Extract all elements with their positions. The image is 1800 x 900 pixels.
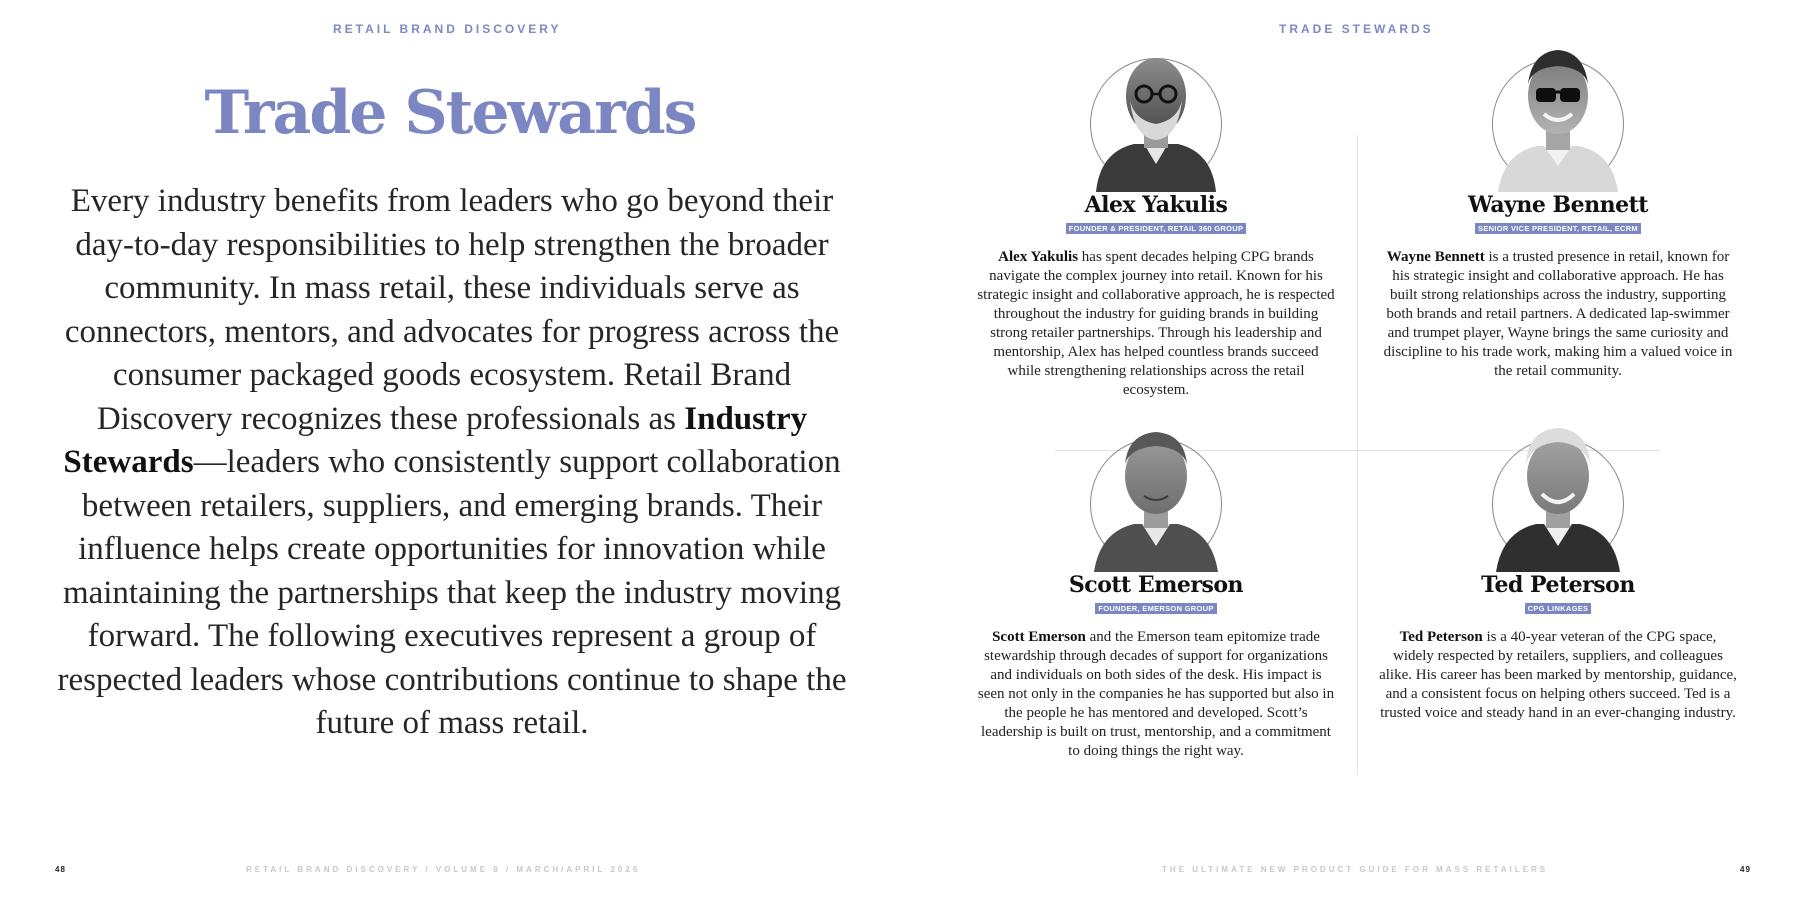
steward-bio [976, 628, 1336, 761]
bio-name: Wayne Bennett [1386, 249, 1485, 265]
steward-card-scott-emerson [976, 420, 1336, 761]
steward-bio [1378, 248, 1738, 381]
bio-text: has spent decades helping CPG brands navigate the complex journey into retail. Known for his strategic insight and collaborative approach, he is respected throughout the industry for guiding brands in building strong retailer partnerships. Through his leadership and mentorship, Alex has helped countless brands succeed while strengthening relationships across the retail ecosystem. [977, 249, 1335, 398]
bio-text: is a trusted presence in retail, known for his strategic insight and collaborative approach. He has built strong relationships across the industry, supporting both brands and retail partners. A dedicated lap-swimmer and trumpet player, Wayne brings the same curiosity and discipline to his trade work, making him a valued voice in the retail community. [1383, 249, 1733, 379]
steward-bio [1378, 628, 1738, 723]
steward-role-badge: FOUNDER, EMERSON GROUP [1095, 603, 1216, 614]
portrait-ted-peterson [1488, 420, 1628, 572]
steward-bio [976, 248, 1336, 400]
bio-name: Alex Yakulis [998, 249, 1079, 265]
footer-right: THE ULTIMATE NEW PRODUCT GUIDE FOR MASS RETAILERS [1162, 865, 1549, 874]
steward-card-ted-peterson [1378, 420, 1738, 723]
portrait-photo [1488, 34, 1628, 192]
steward-card-wayne-bennett [1378, 34, 1738, 381]
running-head-left: RETAIL BRAND DISCOVERY [333, 22, 562, 36]
portrait-scott-emerson [1086, 420, 1226, 572]
page-title: Trade Stewards [204, 78, 696, 148]
portrait-photo [1086, 40, 1226, 192]
page-number-right: 49 [1740, 865, 1751, 874]
steward-name: Wayne Bennett [1468, 192, 1648, 218]
steward-role-badge: SENIOR VICE PRESIDENT, RETAIL, ECRM [1475, 223, 1641, 234]
steward-role-badge: FOUNDER & PRESIDENT, RETAIL 360 GROUP [1066, 223, 1247, 234]
steward-name: Alex Yakulis [1084, 192, 1228, 218]
portrait-photo [1086, 420, 1226, 572]
running-head-right: TRADE STEWARDS [1279, 22, 1434, 36]
page-number-left: 48 [55, 865, 66, 874]
intro-paragraph [52, 180, 852, 746]
bio-name: Ted Peterson [1399, 629, 1483, 645]
steward-role-badge: CPG LINKAGES [1525, 603, 1592, 614]
intro-text-part2: —leaders who consistently support collaboration between retailers, suppliers, and emerging brands. Their influence helps create opportunities for innovation while maintaining the partnerships that keep the industry moving forward. The following executives represent a group of respected leaders whose contributions continue to shape the future of mass retail. [57, 444, 847, 741]
steward-name: Ted Peterson [1481, 572, 1635, 598]
portrait-alex-yakulis [1086, 40, 1226, 192]
steward-card-alex-yakulis [976, 40, 1336, 400]
bio-text: and the Emerson team epitomize trade stewardship through decades of support for organizations and individuals on both sides of the desk. His impact is seen not only in the companies he has supported but also in the people he has mentored and developed. Scott’s leadership is built on trust, mentorship, and a commitment to doing things the right way. [977, 629, 1335, 759]
grid-divider-vertical [1357, 135, 1358, 775]
steward-name: Scott Emerson [1068, 572, 1244, 598]
portrait-wayne-bennett [1488, 34, 1628, 192]
intro-text-part1: Every industry benefits from leaders who go beyond their day-to-day responsibilities to help strengthen the broader community. In mass retail, these individuals serve as connectors, mentors, and advocates for progress across the consumer packaged goods ecosystem. Retail Brand Discovery recognizes these professionals as [64, 183, 840, 437]
bio-text: is a 40-year veteran of the CPG space, widely respected by retailers, suppliers, and colleagues alike. His career has been marked by mentorship, guidance, and a consistent focus on helping others succeed. Ted is a trusted voice and steady hand in an ever-changing industry. [1379, 629, 1737, 721]
bio-name: Scott Emerson [992, 629, 1086, 645]
footer-left: RETAIL BRAND DISCOVERY / VOLUME 8 / MARCH/APRIL 2026 [246, 865, 641, 874]
portrait-photo [1488, 420, 1628, 572]
intro-bold-term: Industry Stewards [63, 400, 808, 480]
